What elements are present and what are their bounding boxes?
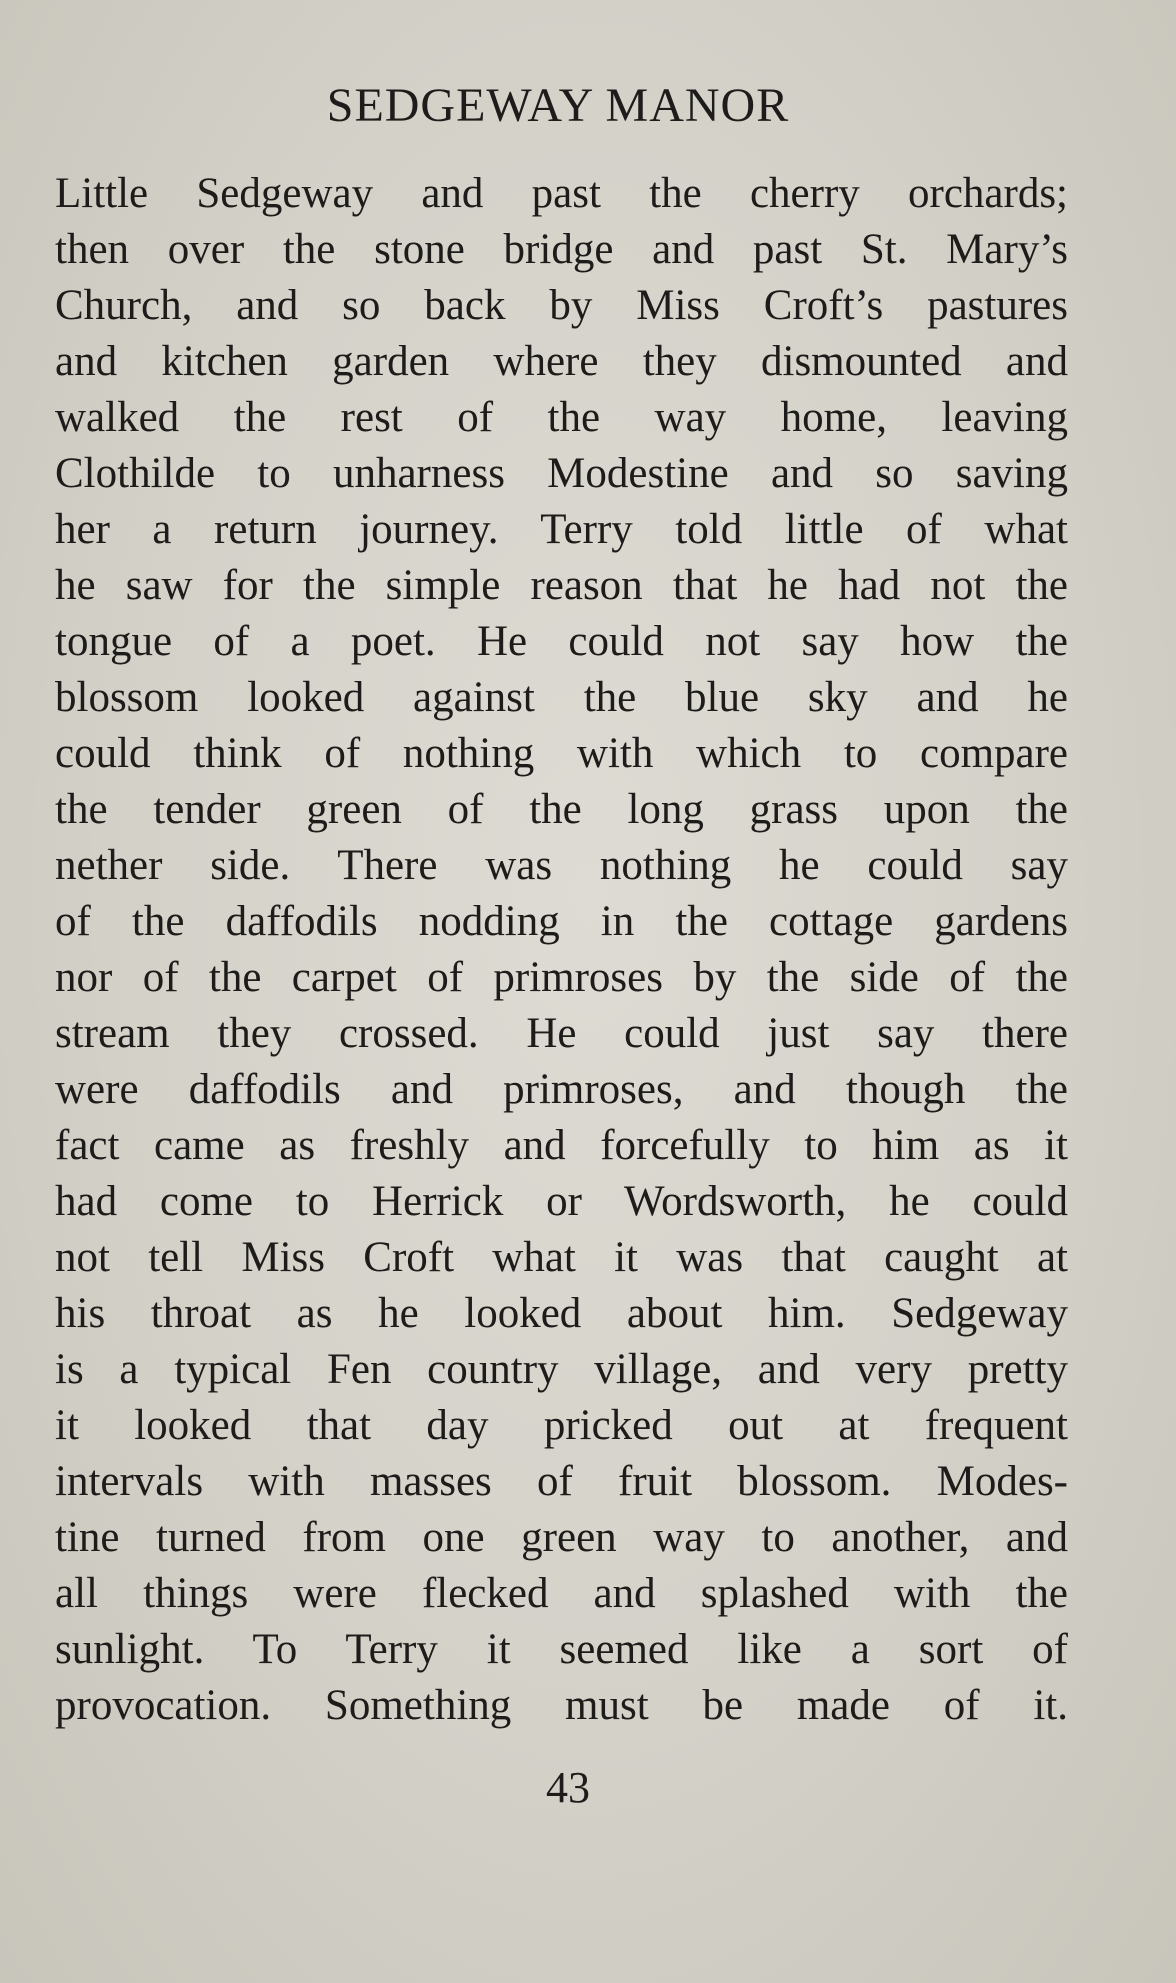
text-line: tongue of a poet. He could not say how the: [55, 618, 1068, 665]
text-line: then over the stone bridge and past St. Mary’s: [55, 226, 1068, 273]
text-line: provocation. Something must be made of it.: [55, 1682, 1068, 1729]
text-line: of the daffodils nodding in the cottage gardens: [55, 898, 1068, 945]
text-line: her a return journey. Terry told little of what: [55, 506, 1068, 553]
page-number: 43: [546, 1763, 590, 1812]
text-line: Little Sedgeway and past the cherry orchards;: [55, 170, 1068, 217]
text-line: tine turned from one green way to another, and: [55, 1514, 1068, 1561]
text-line: nor of the carpet of primroses by the side of the: [55, 954, 1068, 1001]
body-text: [55, 166, 1068, 1734]
text-line: it looked that day pricked out at frequent: [55, 1402, 1068, 1449]
text-line: sunlight. To Terry it seemed like a sort of: [55, 1626, 1068, 1673]
text-line: walked the rest of the way home, leaving: [55, 394, 1068, 441]
running-head: SEDGEWAY MANOR: [326, 79, 790, 132]
text-line: could think of nothing with which to compare: [55, 730, 1068, 777]
text-line: had come to Herrick or Wordsworth, he could: [55, 1178, 1068, 1225]
text-line: blossom looked against the blue sky and he: [55, 674, 1068, 721]
text-line: is a typical Fen country village, and very pretty: [55, 1346, 1068, 1393]
text-line: intervals with masses of fruit blossom. Modes-: [55, 1458, 1068, 1505]
text-line: fact came as freshly and forcefully to him as it: [55, 1122, 1068, 1169]
text-line: stream they crossed. He could just say there: [55, 1010, 1068, 1057]
text-line: the tender green of the long grass upon the: [55, 786, 1068, 833]
text-line: and kitchen garden where they dismounted and: [55, 338, 1068, 385]
text-line: all things were flecked and splashed with the: [55, 1570, 1068, 1617]
text-line: not tell Miss Croft what it was that caught at: [55, 1234, 1068, 1281]
text-line: were daffodils and primroses, and though the: [55, 1066, 1068, 1113]
text-line: Church, and so back by Miss Croft’s pastures: [55, 282, 1068, 329]
text-line: he saw for the simple reason that he had not the: [55, 562, 1068, 609]
text-line: his throat as he looked about him. Sedgeway: [55, 1290, 1068, 1337]
text-line: nether side. There was nothing he could say: [55, 842, 1068, 889]
text-line: Clothilde to unharness Modestine and so saving: [55, 450, 1068, 497]
